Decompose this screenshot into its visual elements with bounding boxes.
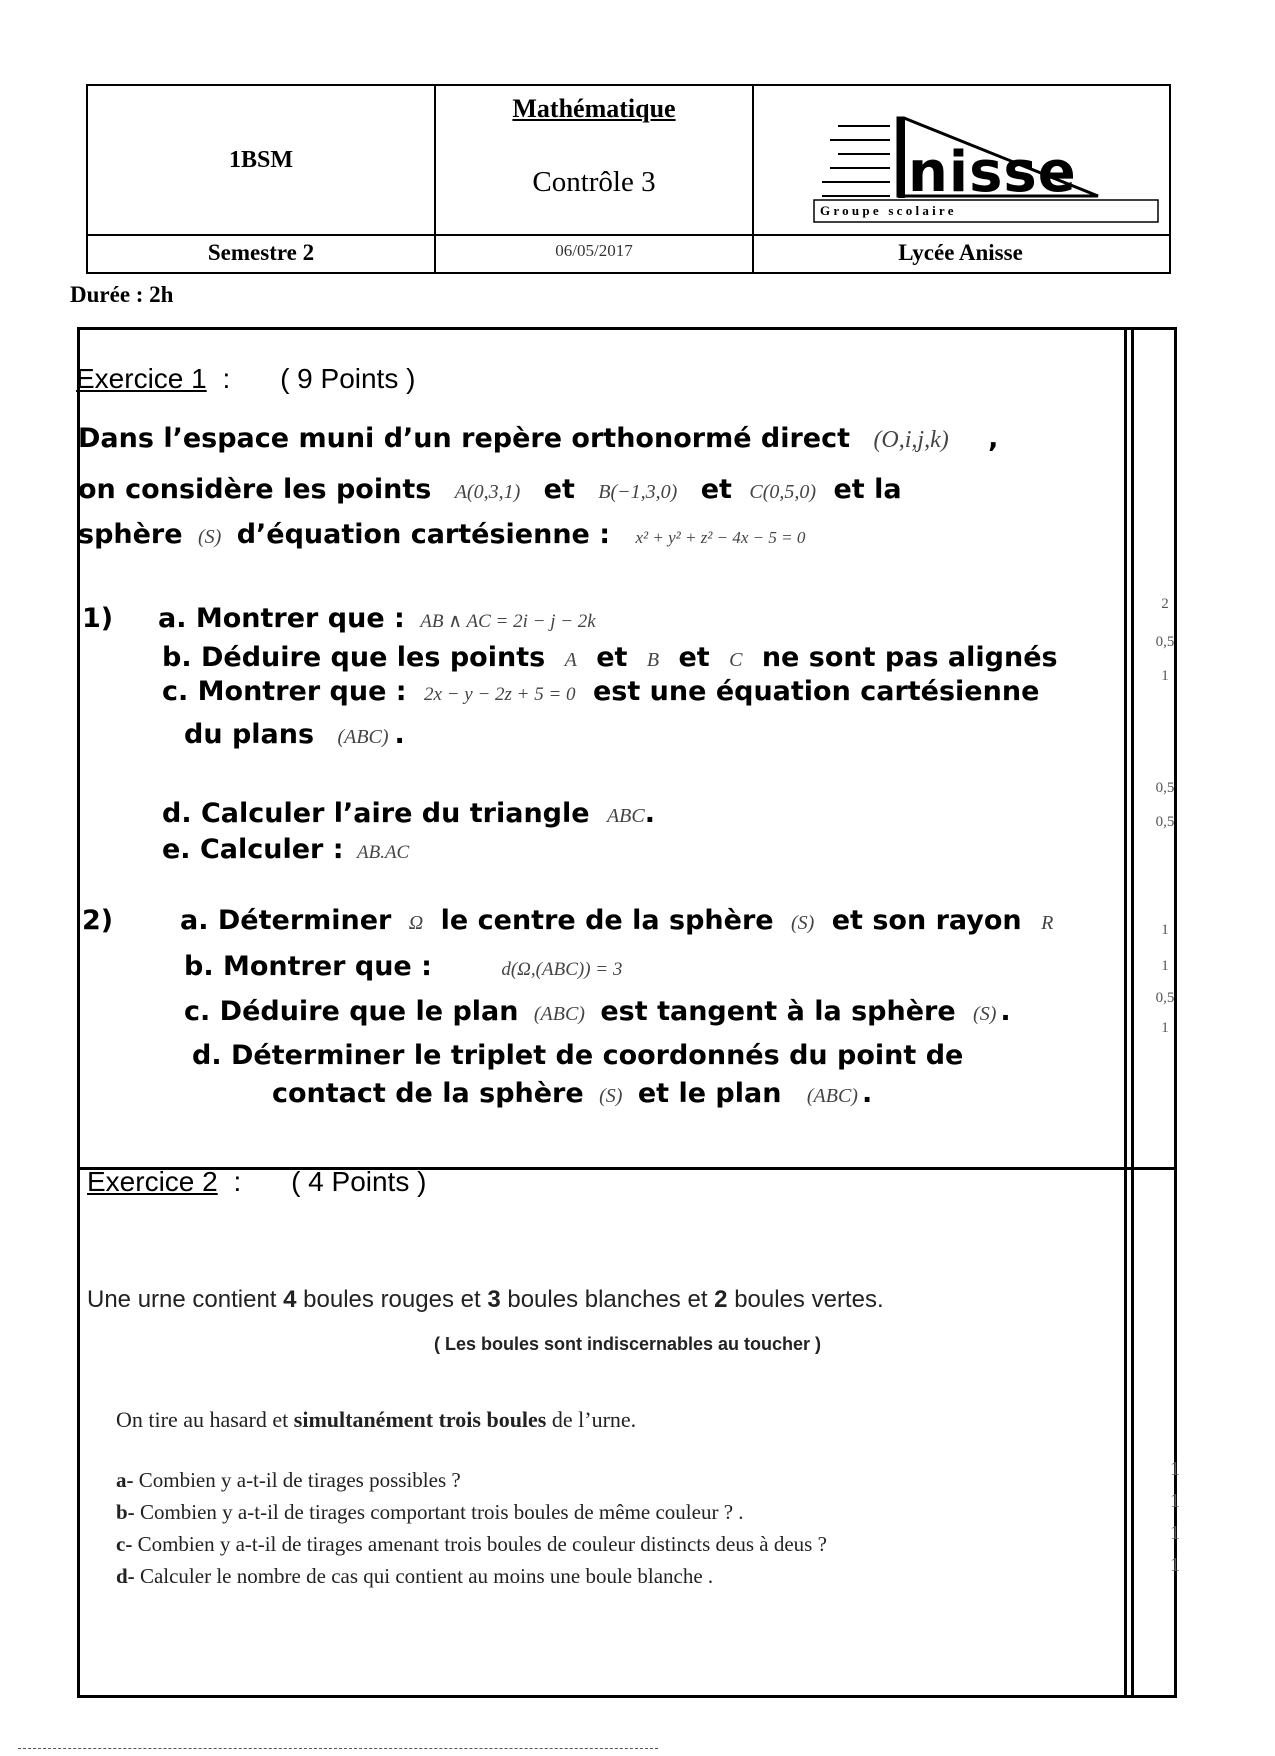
question2-number: 2) xyxy=(82,905,114,936)
school-logo xyxy=(808,96,1164,231)
mark-ex2-a: 1 xyxy=(1170,1458,1180,1480)
class-label: 1BSM xyxy=(228,146,293,173)
mark-q2d: 1 xyxy=(1161,1020,1169,1036)
mark-q2b: 1 xyxy=(1161,958,1169,974)
mark-q1d: 0,5 xyxy=(1155,780,1175,796)
q1a: a. Montrer que : AB ∧ AC = 2i − j − 2k xyxy=(158,603,596,634)
logo-subtitle: G r o u p e s c o l a i r e xyxy=(820,203,954,218)
mark-q1e: 0,5 xyxy=(1155,814,1175,830)
q1e: e. Calculer : AB.AC xyxy=(162,834,410,865)
mark-q1b: 0,5 xyxy=(1155,634,1175,650)
q2b: b. Montrer que : d(Ω,(ABC)) = 3 xyxy=(184,951,623,982)
school-name: Lycée Anisse xyxy=(898,240,1023,265)
mark-q2a: 1 xyxy=(1161,922,1169,938)
mark-ex2-b: 1 xyxy=(1170,1490,1180,1512)
mark-q1a: 2 xyxy=(1161,596,1169,612)
ex2-question-c: c- Combien y a-t-il de tirages amenant trois boules de couleur distincts deus à deus ? xyxy=(116,1532,827,1556)
exercise1-title: Exercice 1 : ( 9 Points ) xyxy=(76,363,416,394)
scan-edge-line xyxy=(18,1748,658,1750)
q2d-line2: contact de la sphère (S) et le plan (ABC) . xyxy=(272,1078,873,1109)
header-table xyxy=(86,84,1171,274)
exam-title: Contrôle 3 xyxy=(532,166,656,198)
margin-divider xyxy=(1124,330,1127,1695)
q1d: d. Calculer l’aire du triangle ABC. xyxy=(162,798,656,829)
mark-q2c: 0,5 xyxy=(1155,990,1175,1006)
urn-note: ( Les boules sont indiscernables au toucher ) xyxy=(433,1334,822,1354)
q1b: b. Déduire que les points A et B et C ne sont pas alignés xyxy=(162,642,1058,673)
ex2-question-d: d- Calculer le nombre de cas qui contient au moins une boule blanche . xyxy=(116,1564,714,1588)
q2c: c. Déduire que le plan (ABC) est tangent à la sphère (S) . xyxy=(184,996,1011,1027)
exam-date: 06/05/2017 xyxy=(555,241,633,260)
q2a: a. Déterminer Ω le centre de la sphère (S) et son rayon R xyxy=(180,905,1054,936)
ex2-question-a: a- Combien y a-t-il de tirages possibles ? xyxy=(116,1468,461,1492)
exercise1-intro-line2: on considère les points A(0,3,1) et B(−1,3,0) et C(0,5,0) et la xyxy=(78,474,902,505)
mark-ex2-c: 1 xyxy=(1170,1522,1180,1544)
question1-number: 1) xyxy=(82,603,114,634)
duration: Durée : 2h xyxy=(70,282,174,307)
exercise1-intro-line3: sphère (S) d’équation cartésienne : x² + y² + z² − 4x − 5 = 0 xyxy=(78,519,806,550)
semester-label: Semestre 2 xyxy=(207,240,315,265)
q2d: d. Déterminer le triplet de coordonnés du point de xyxy=(192,1040,964,1071)
q1c: c. Montrer que : 2x − y − 2z + 5 = 0 est une équation cartésienne xyxy=(162,676,1040,707)
draw-description: On tire au hasard et simultanément trois boules de l’urne. xyxy=(116,1407,637,1432)
urn-description: Une urne contient 4 boules rouges et 3 boules blanches et 2 boules vertes. xyxy=(87,1286,884,1313)
subject-title: Mathématique xyxy=(512,94,676,123)
logo-text: nisse xyxy=(908,140,1077,205)
margin-divider xyxy=(1131,330,1134,1695)
mark-ex2-d: 1 xyxy=(1170,1554,1180,1576)
exercise1-intro-line1: Dans l’espace muni d’un repère orthonormé direct (O,i,j,k) , xyxy=(78,423,999,454)
mark-q1c: 1 xyxy=(1161,668,1169,684)
exercise2-title: Exercice 2 : ( 4 Points ) xyxy=(87,1166,427,1197)
ex2-question-b: b- Combien y a-t-il de tirages comportant trois boules de même couleur ? . xyxy=(116,1500,744,1524)
q1c-line2: du plans (ABC) . xyxy=(184,719,405,750)
